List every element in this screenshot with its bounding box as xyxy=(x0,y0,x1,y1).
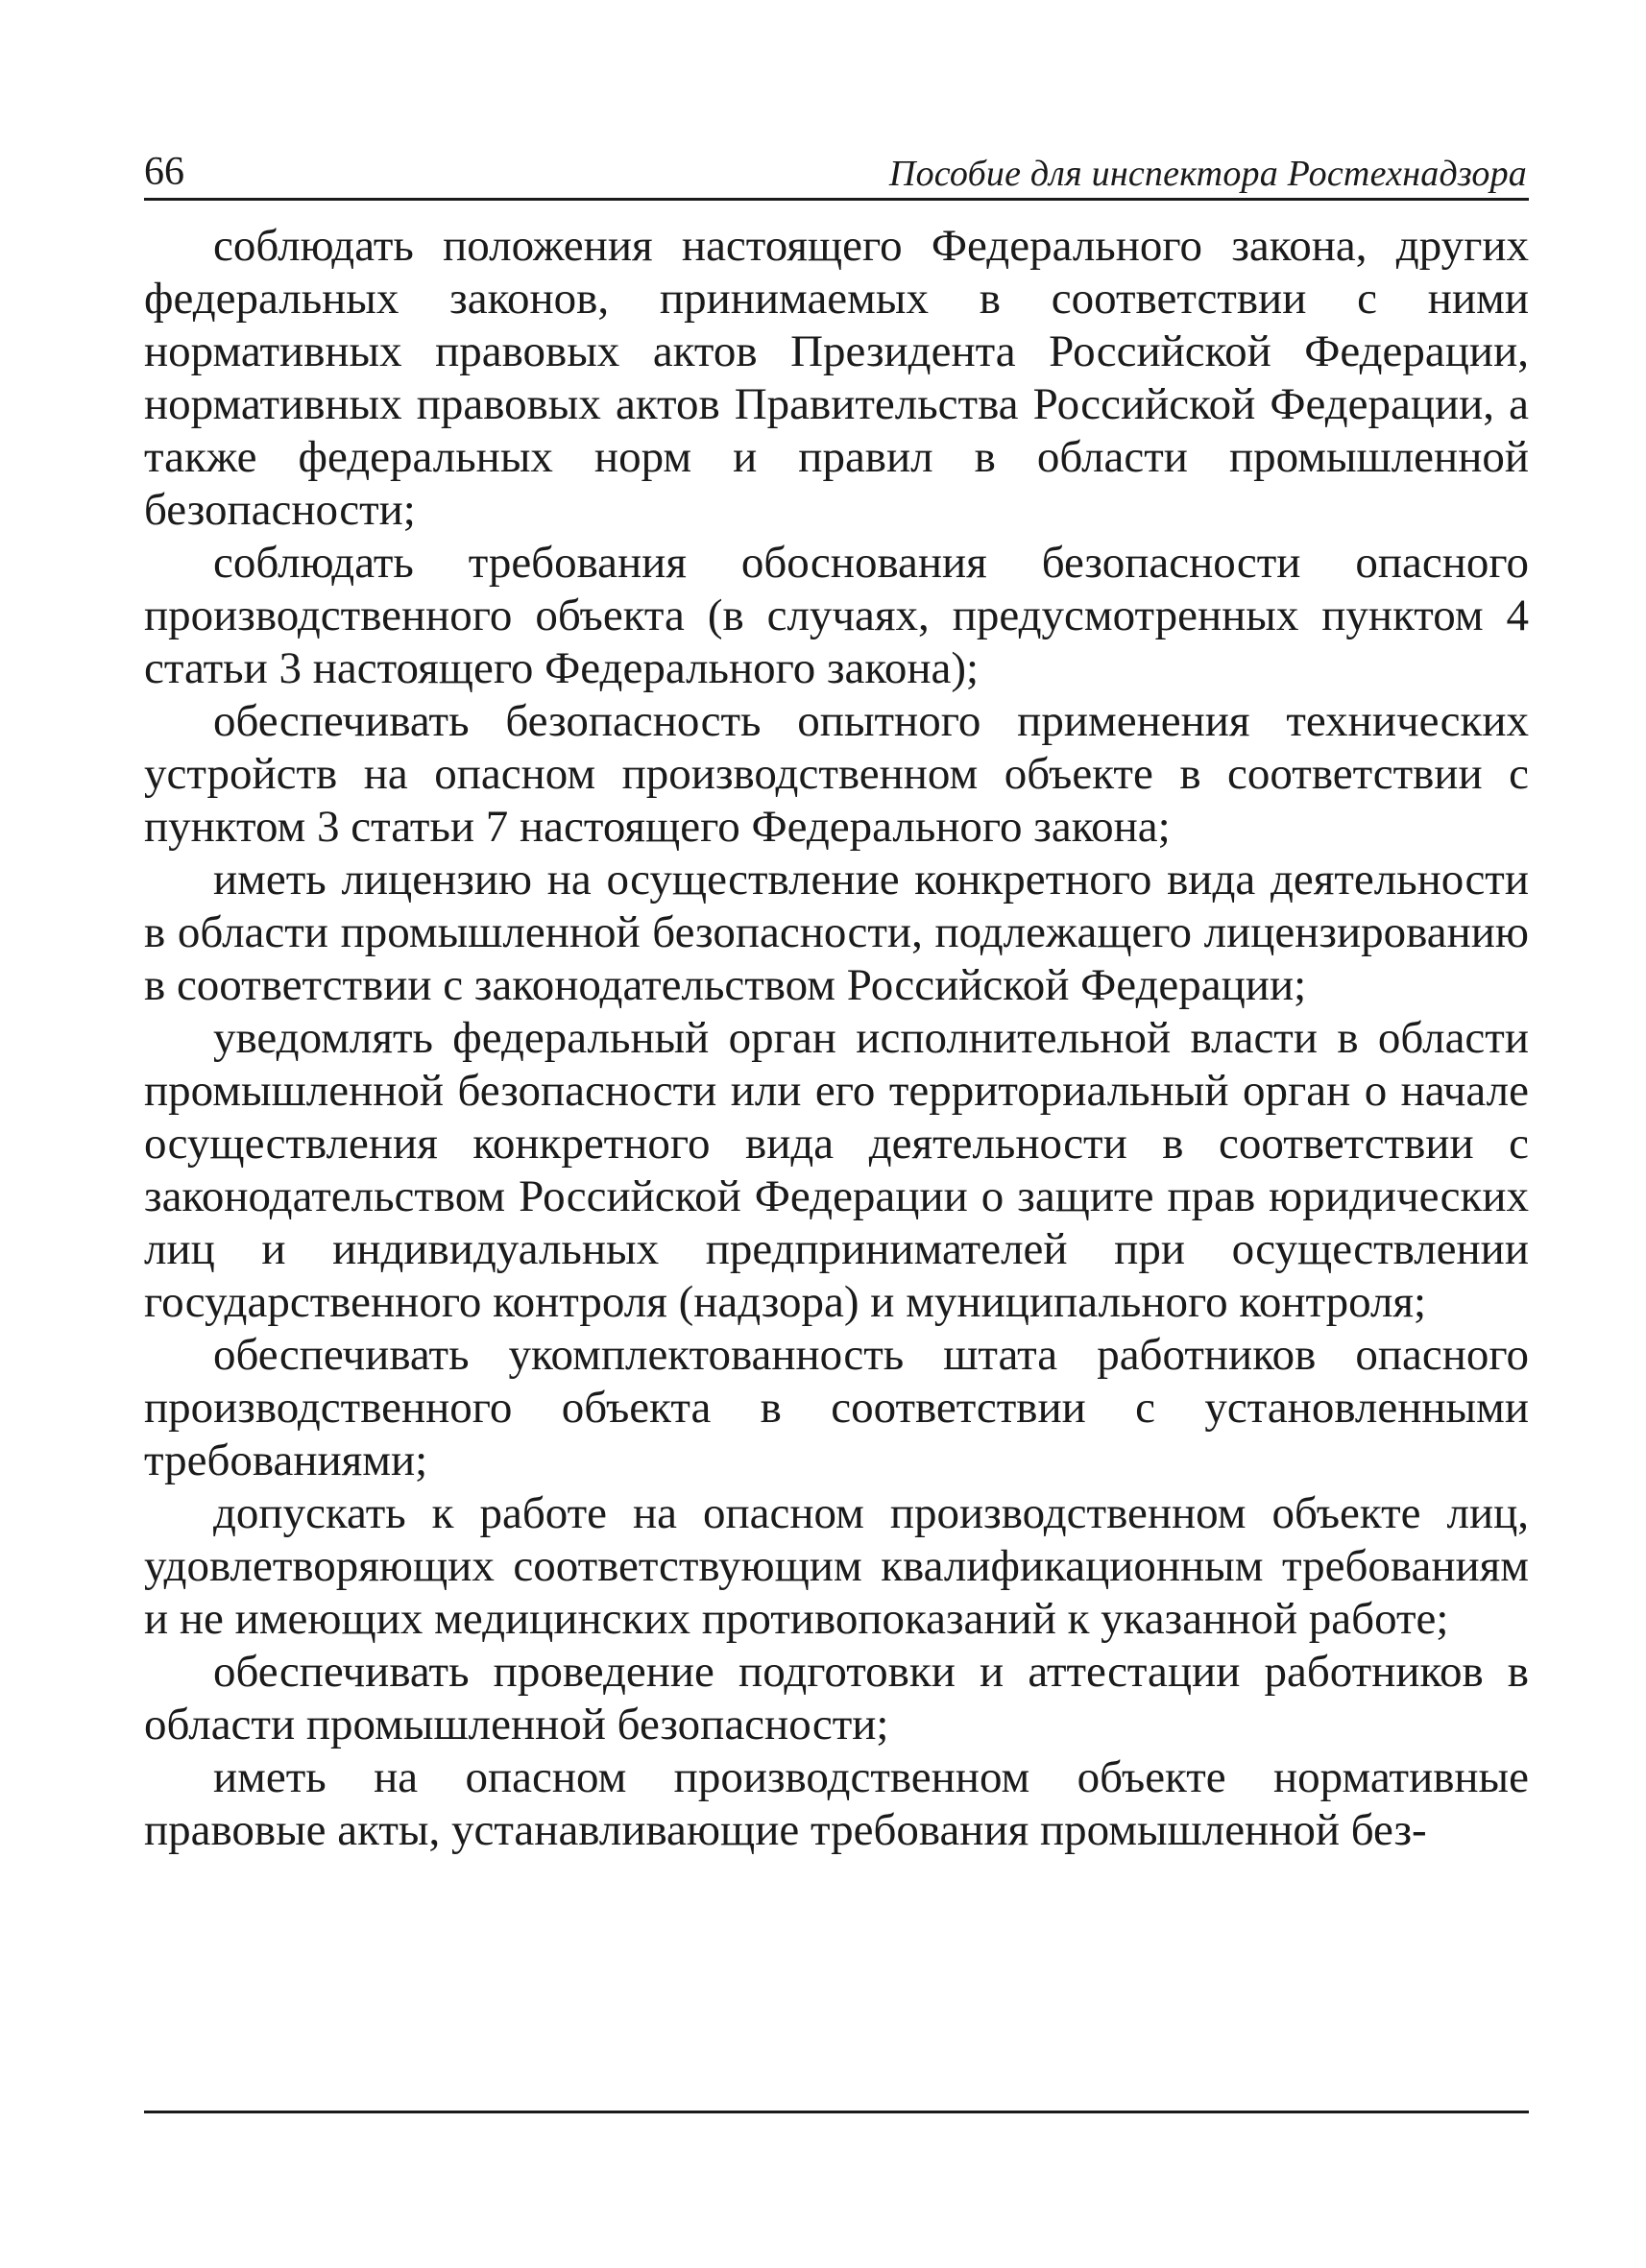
paragraph: обеспечивать проведение подготовки и аттестации работников в области промышленной безопасности; xyxy=(144,1647,1529,1749)
paragraph: соблюдать положения настоящего Федерального закона, других федеральных законов, принимаемых в соответствии с ними нормативных правовых актов Президента Российской Федерации, нормативных правовых актов Правительства Российской Федерации, а также федеральных норм и правил в области промышленной безопасности; xyxy=(144,221,1529,535)
paragraph: иметь лицензию на осуществление конкретного вида деятельности в области промышленной безопасности, подлежащего лицензированию в соответствии с законодательством Российской Федерации; xyxy=(144,855,1529,1010)
body-text xyxy=(144,220,1529,1857)
page-header xyxy=(144,134,1529,201)
paragraph: допускать к работе на опасном производственном объекте лиц, удовлетворяющих соответствующим квалификационным требованиям и не имеющих медицинских противопоказаний к указанной работе; xyxy=(144,1488,1529,1644)
paragraph: иметь на опасном производственном объекте нормативные правовые акты, устанавливающие требования промышленной без- xyxy=(144,1752,1529,1855)
paragraph: уведомлять федеральный орган исполнительной власти в области промышленной безопасности или его территориальный орган о начале осуществления конкретного вида деятельности в соответствии с законодательством Российской Федерации о защите прав юридических лиц и индивидуальных предпринимателей при осуществлении государственного контроля (надзора) и муниципального контроля; xyxy=(144,1013,1529,1327)
running-title: Пособие для инспектора Ростехнадзора xyxy=(888,154,1527,194)
paragraph: обеспечивать безопасность опытного применения технических устройств на опасном производственном объекте в соответствии с пунктом 3 статьи 7 настоящего Федерального закона; xyxy=(144,696,1529,852)
book-page xyxy=(144,134,1529,1857)
paragraph: обеспечивать укомплектованность штата работников опасного производственного объекта в соответствии с установленными требованиями; xyxy=(144,1330,1529,1485)
paragraph: соблюдать требования обоснования безопасности опасного производственного объекта (в случаях, предусмотренных пунктом 4 статьи 3 настоящего Федерального закона); xyxy=(144,538,1529,693)
page-number: 66 xyxy=(144,150,184,194)
footer-rule xyxy=(144,2111,1529,2113)
